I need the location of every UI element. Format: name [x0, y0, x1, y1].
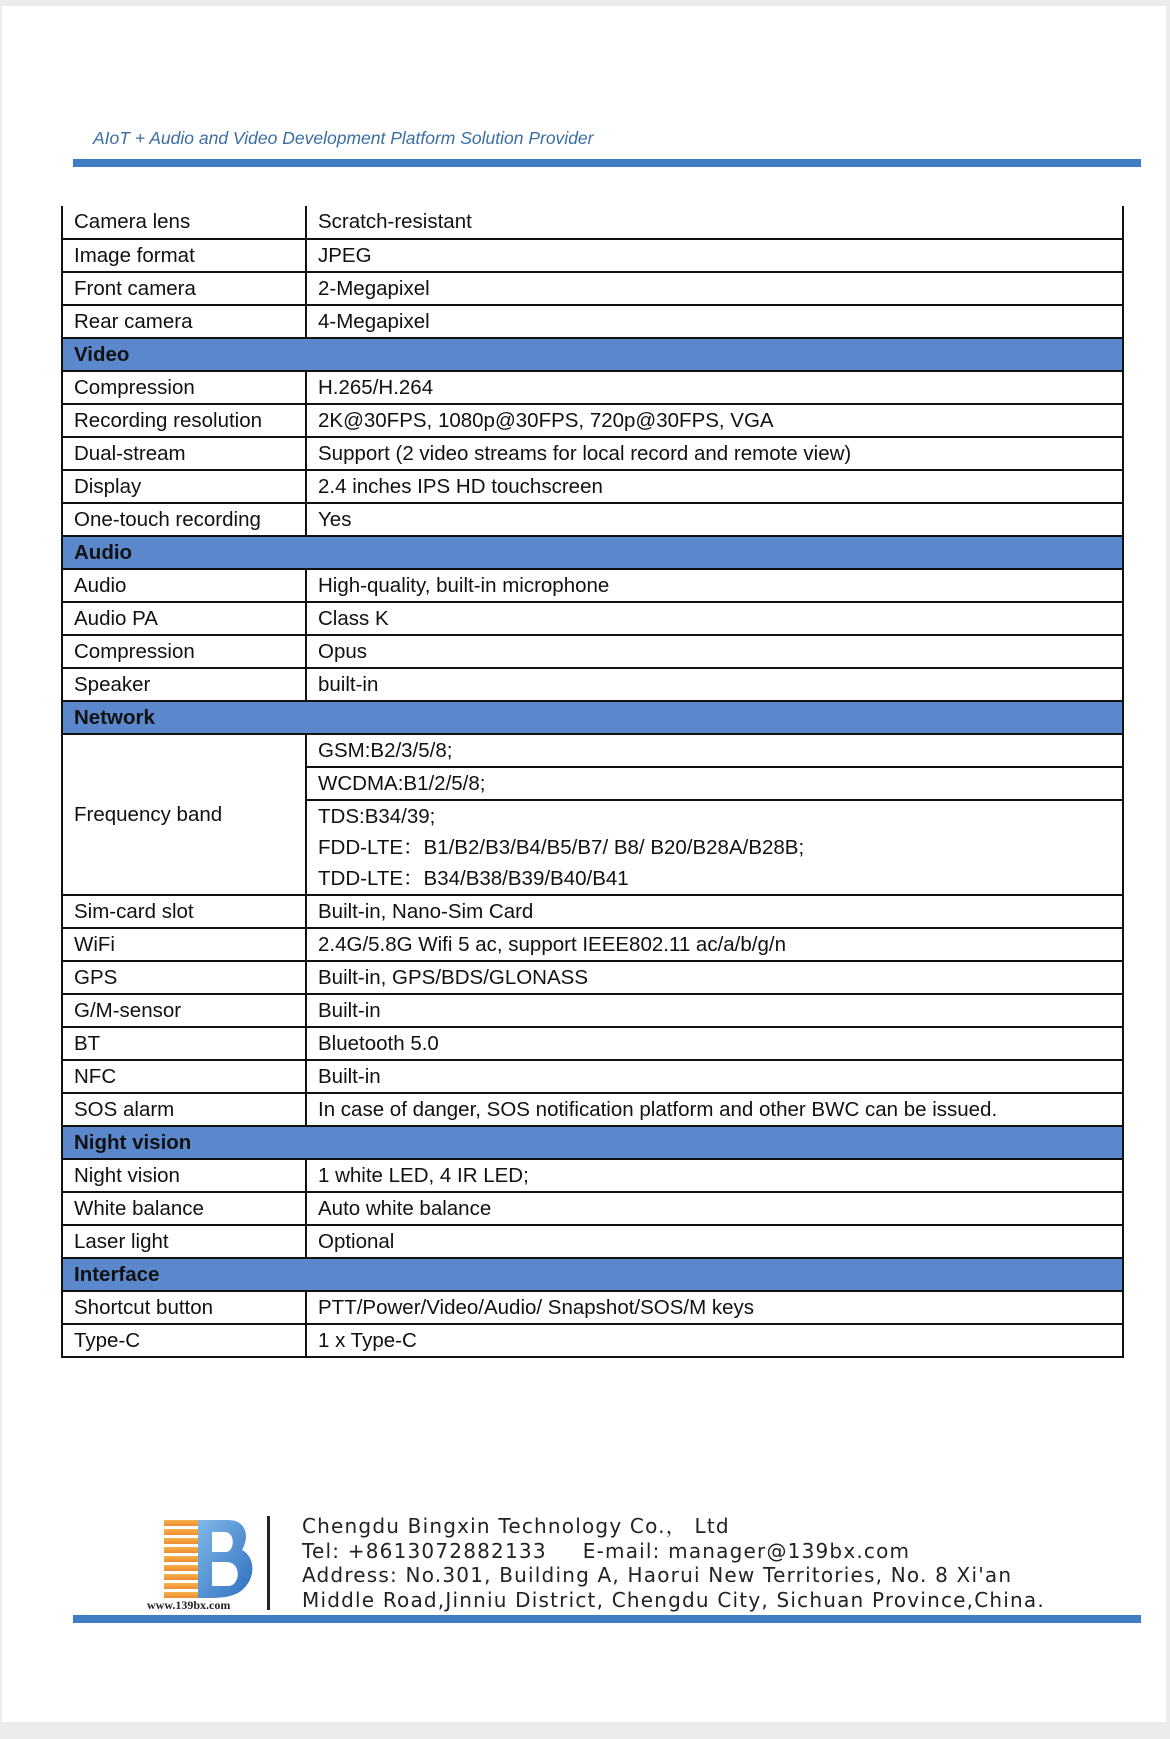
spec-label: Image format [62, 239, 306, 272]
table-row [62, 206, 1123, 239]
spec-value: Auto white balance [306, 1192, 1123, 1225]
spec-value-wcdma: WCDMA:B1/2/5/8; [306, 767, 1123, 800]
table-row [62, 734, 1123, 767]
spec-value: 1 white LED, 4 IR LED; [306, 1159, 1123, 1192]
spec-value: 2.4G/5.8G Wifi 5 ac, support IEEE802.11 ac/a/b/g/n [306, 928, 1123, 961]
spec-value: JPEG [306, 239, 1123, 272]
address-line-1: Address: No.301, Building A, Haorui New Territories, No. 8 Xi'an [302, 1563, 1013, 1587]
spec-value-gsm: GSM:B2/3/5/8; [306, 734, 1123, 767]
section-title: Audio [62, 536, 1123, 569]
spec-label: Compression [62, 371, 306, 404]
page-footer [2, 1502, 1166, 1612]
table-row [62, 272, 1123, 305]
spec-value: 2.4 inches IPS HD touchscreen [306, 470, 1123, 503]
spec-value: Built-in [306, 994, 1123, 1027]
spec-value-lte [306, 800, 1123, 895]
spec-label: One-touch recording [62, 503, 306, 536]
spec-label: White balance [62, 1192, 306, 1225]
table-row [62, 1060, 1123, 1093]
table-row [62, 928, 1123, 961]
spec-label: Dual-stream [62, 437, 306, 470]
spec-label: Compression [62, 635, 306, 668]
spec-label: Shortcut button [62, 1291, 306, 1324]
spec-label: NFC [62, 1060, 306, 1093]
header-tagline: AIoT + Audio and Video Development Platform Solution Provider [93, 128, 594, 148]
spec-value: Yes [306, 503, 1123, 536]
spec-value: PTT/Power/Video/Audio/ Snapshot/SOS/M keys [306, 1291, 1123, 1324]
spec-label: Sim-card slot [62, 895, 306, 928]
table-row [62, 1324, 1123, 1357]
spec-value: Scratch-resistant [306, 206, 1123, 239]
logo-url: www.139bx.com [147, 1598, 231, 1612]
spec-label: Night vision [62, 1159, 306, 1192]
spec-value: Built-in, Nano-Sim Card [306, 895, 1123, 928]
spec-label: Rear camera [62, 305, 306, 338]
spec-value: Bluetooth 5.0 [306, 1027, 1123, 1060]
spec-label: SOS alarm [62, 1093, 306, 1126]
table-row [62, 961, 1123, 994]
table-row [62, 404, 1123, 437]
band-line: FDD-LTE：B1/B2/B3/B4/B5/B7/ B8/ B20/B28A/B28B; [318, 836, 805, 859]
spec-value: Class K [306, 602, 1123, 635]
table-row [62, 305, 1123, 338]
phone-number: Tel: +8613072882133 [302, 1538, 547, 1563]
spec-label: GPS [62, 961, 306, 994]
section-title: Network [62, 701, 1123, 734]
table-row [62, 1159, 1123, 1192]
spec-label: BT [62, 1027, 306, 1060]
section-header-network [62, 701, 1123, 734]
contact-block [302, 1514, 1045, 1612]
spec-label: Laser light [62, 1225, 306, 1258]
spec-value: High-quality, built-in microphone [306, 569, 1123, 602]
table-row [62, 1027, 1123, 1060]
table-row [62, 569, 1123, 602]
spec-value: 1 x Type-C [306, 1324, 1123, 1357]
contact-line [302, 1539, 1045, 1564]
section-header-video [62, 338, 1123, 371]
spec-value: In case of danger, SOS notification platform and other BWC can be issued. [306, 1093, 1123, 1126]
table-row [62, 239, 1123, 272]
spec-value: Built-in [306, 1060, 1123, 1093]
footer-divider [267, 1516, 270, 1610]
spec-label: Front camera [62, 272, 306, 305]
table-row [62, 895, 1123, 928]
company-logo-icon [146, 1516, 272, 1610]
table-row [62, 503, 1123, 536]
spec-value: Optional [306, 1225, 1123, 1258]
header-rule [73, 159, 1141, 167]
document-page [2, 6, 1166, 1722]
spec-value: 4-Megapixel [306, 305, 1123, 338]
spec-value: built-in [306, 668, 1123, 701]
email-address: E-mail: manager@139bx.com [582, 1538, 911, 1563]
address-line-2: Middle Road,Jinniu District, Chengdu City, Sichuan Province,China. [302, 1587, 1045, 1612]
spec-value: Opus [306, 635, 1123, 668]
table-row [62, 371, 1123, 404]
spec-label: Recording resolution [62, 404, 306, 437]
spec-value: 2K@30FPS, 1080p@30FPS, 720p@30FPS, VGA [306, 404, 1123, 437]
table-row [62, 1225, 1123, 1258]
table-row [62, 668, 1123, 701]
spec-label: Audio [62, 569, 306, 602]
section-title: Night vision [62, 1126, 1123, 1159]
spec-label: Speaker [62, 668, 306, 701]
spec-label: Audio PA [62, 602, 306, 635]
table-row [62, 994, 1123, 1027]
company-name: Chengdu Bingxin Technology Co.， Ltd [302, 1514, 730, 1538]
spec-value: Support (2 video streams for local record and remote view) [306, 437, 1123, 470]
spec-value: Built-in, GPS/BDS/GLONASS [306, 961, 1123, 994]
table-row [62, 635, 1123, 668]
footer-rule [73, 1615, 1141, 1623]
band-line: TDS:B34/39; [318, 805, 436, 828]
table-row [62, 1291, 1123, 1324]
spec-label: Display [62, 470, 306, 503]
section-header-interface [62, 1258, 1123, 1291]
table-row [62, 602, 1123, 635]
spec-label: WiFi [62, 928, 306, 961]
spec-label: Frequency band [62, 734, 306, 895]
table-row [62, 1093, 1123, 1126]
table-row [62, 437, 1123, 470]
spec-value: H.265/H.264 [306, 371, 1123, 404]
section-header-night-vision [62, 1126, 1123, 1159]
spec-value: 2-Megapixel [306, 272, 1123, 305]
spec-table [61, 206, 1124, 1358]
spec-label: Type-C [62, 1324, 306, 1357]
section-header-audio [62, 536, 1123, 569]
section-title: Video [62, 338, 1123, 371]
section-title: Interface [62, 1258, 1123, 1291]
table-row [62, 1192, 1123, 1225]
table-row [62, 470, 1123, 503]
spec-label: Camera lens [62, 206, 306, 239]
band-line: TDD-LTE：B34/B38/B39/B40/B41 [318, 867, 629, 890]
spec-label: G/M-sensor [62, 994, 306, 1027]
